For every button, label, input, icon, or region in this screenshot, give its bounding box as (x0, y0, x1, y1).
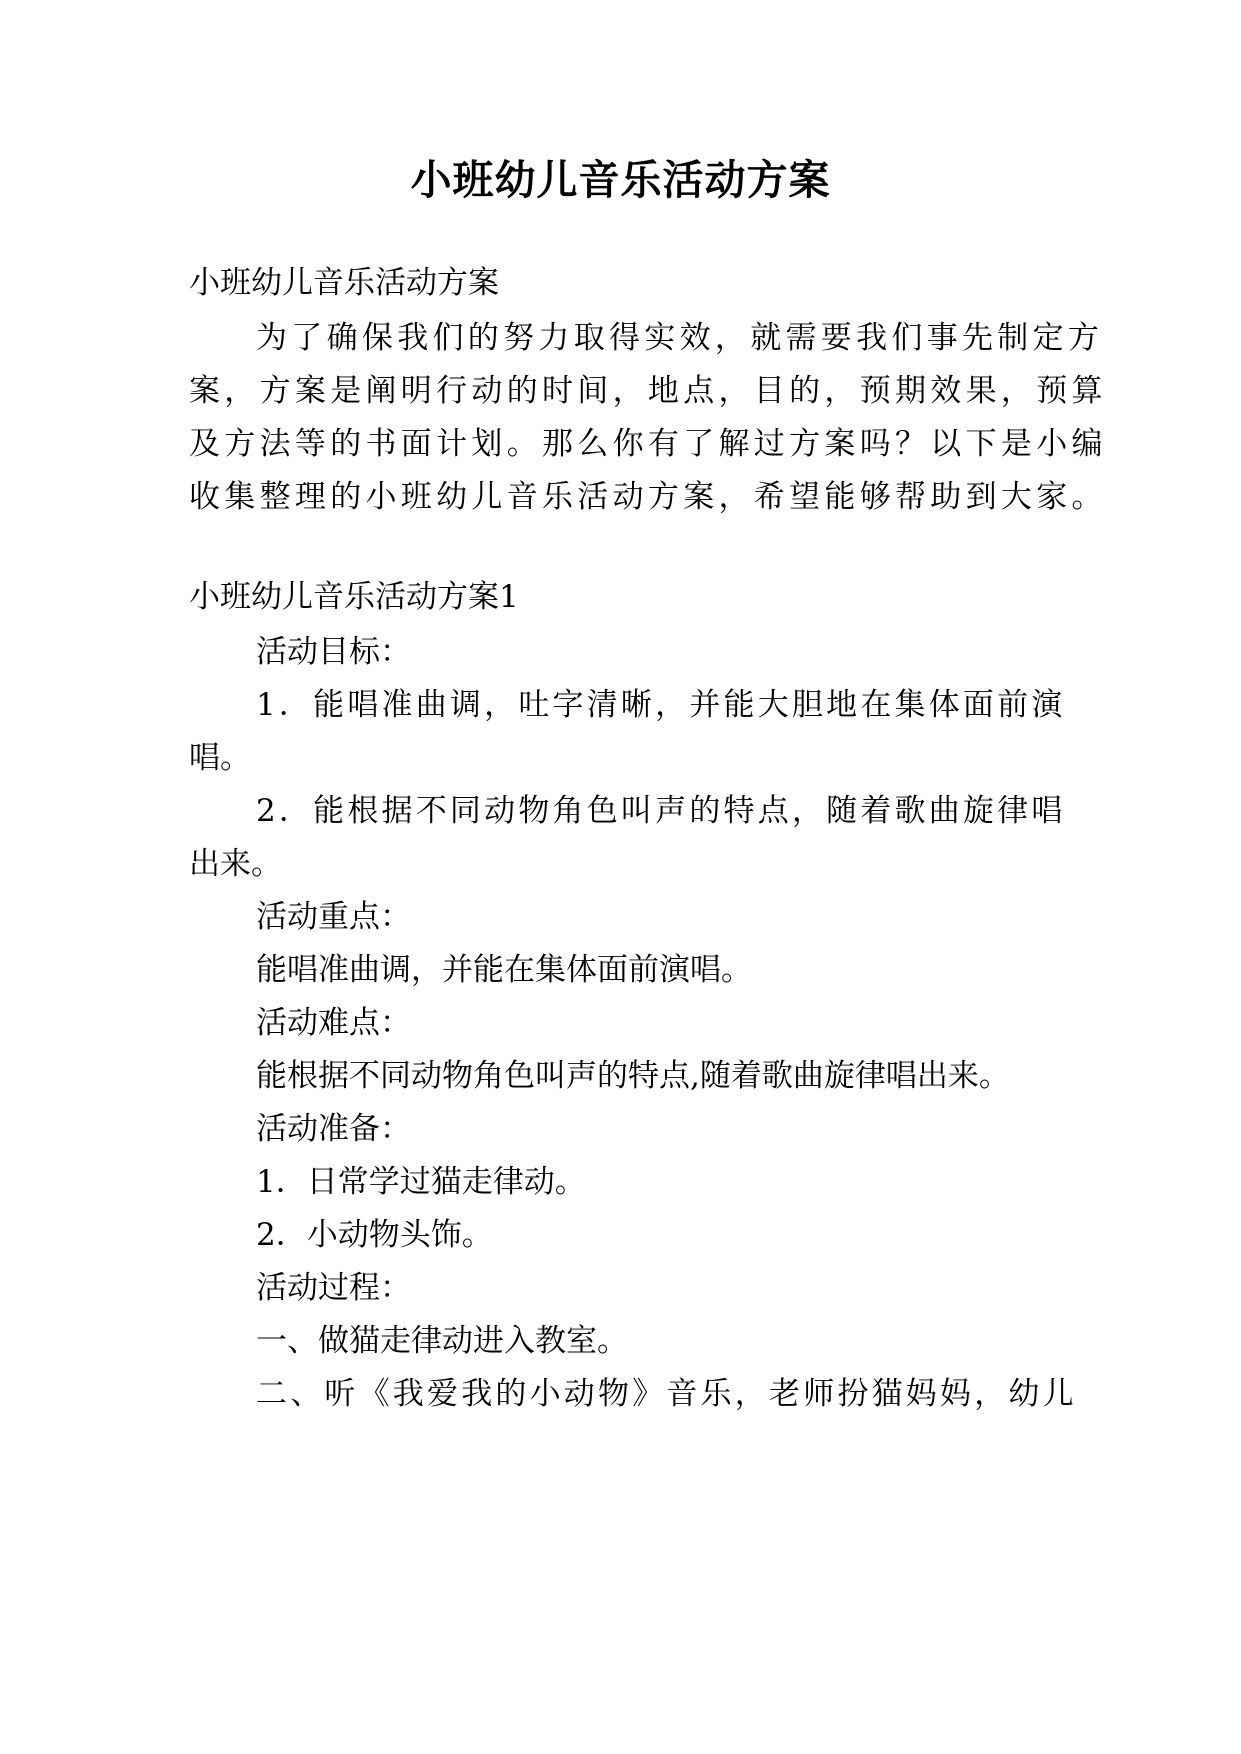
goal1-line-2: 唱。 (189, 740, 251, 776)
difficulty-label: 活动难点： (256, 1005, 411, 1041)
prep-item-2: 2．小动物头饰。 (256, 1217, 493, 1253)
process-label: 活动过程： (256, 1270, 411, 1306)
section1-heading: 小班幼儿音乐活动方案1 (189, 579, 519, 615)
goal1-line-1: 1．能唱准曲调，吐字清晰，并能大胆地在集体面前演 (256, 687, 1066, 723)
prep-item-1: 1．日常学过猫走律动。 (256, 1164, 586, 1200)
intro-line-3: 及方法等的书面计划。那么你有了解过方案吗？以下是小编 (189, 426, 1107, 462)
goal2-line-1: 2．能根据不同动物角色叫声的特点，随着歌曲旋律唱 (256, 793, 1066, 829)
prep-label: 活动准备： (256, 1111, 411, 1147)
intro-line-2: 案，方案是阐明行动的时间，地点，目的，预期效果，预算 (189, 373, 1107, 409)
process-item-1: 一、做猫走律动进入教室。 (256, 1323, 628, 1359)
document-subtitle: 小班幼儿音乐活动方案 (189, 265, 499, 301)
document-title: 小班幼儿音乐活动方案 (410, 156, 831, 204)
goals-label: 活动目标： (256, 634, 411, 670)
intro-line-4: 收集整理的小班幼儿音乐活动方案，希望能够帮助到大家。 (189, 479, 1107, 515)
key-text: 能唱准曲调，并能在集体面前演唱。 (256, 952, 752, 988)
goal2-line-2: 出来。 (189, 846, 282, 882)
process-item-2: 二、听《我爱我的小动物》音乐，老师扮猫妈妈，幼儿 (256, 1376, 1077, 1412)
difficulty-text: 能根据不同动物角色叫声的特点,随着歌曲旋律唱出来。 (256, 1058, 1010, 1094)
key-label: 活动重点： (256, 899, 411, 935)
intro-line-1: 为了确保我们的努力取得实效，就需要我们事先制定方 (256, 320, 1104, 356)
